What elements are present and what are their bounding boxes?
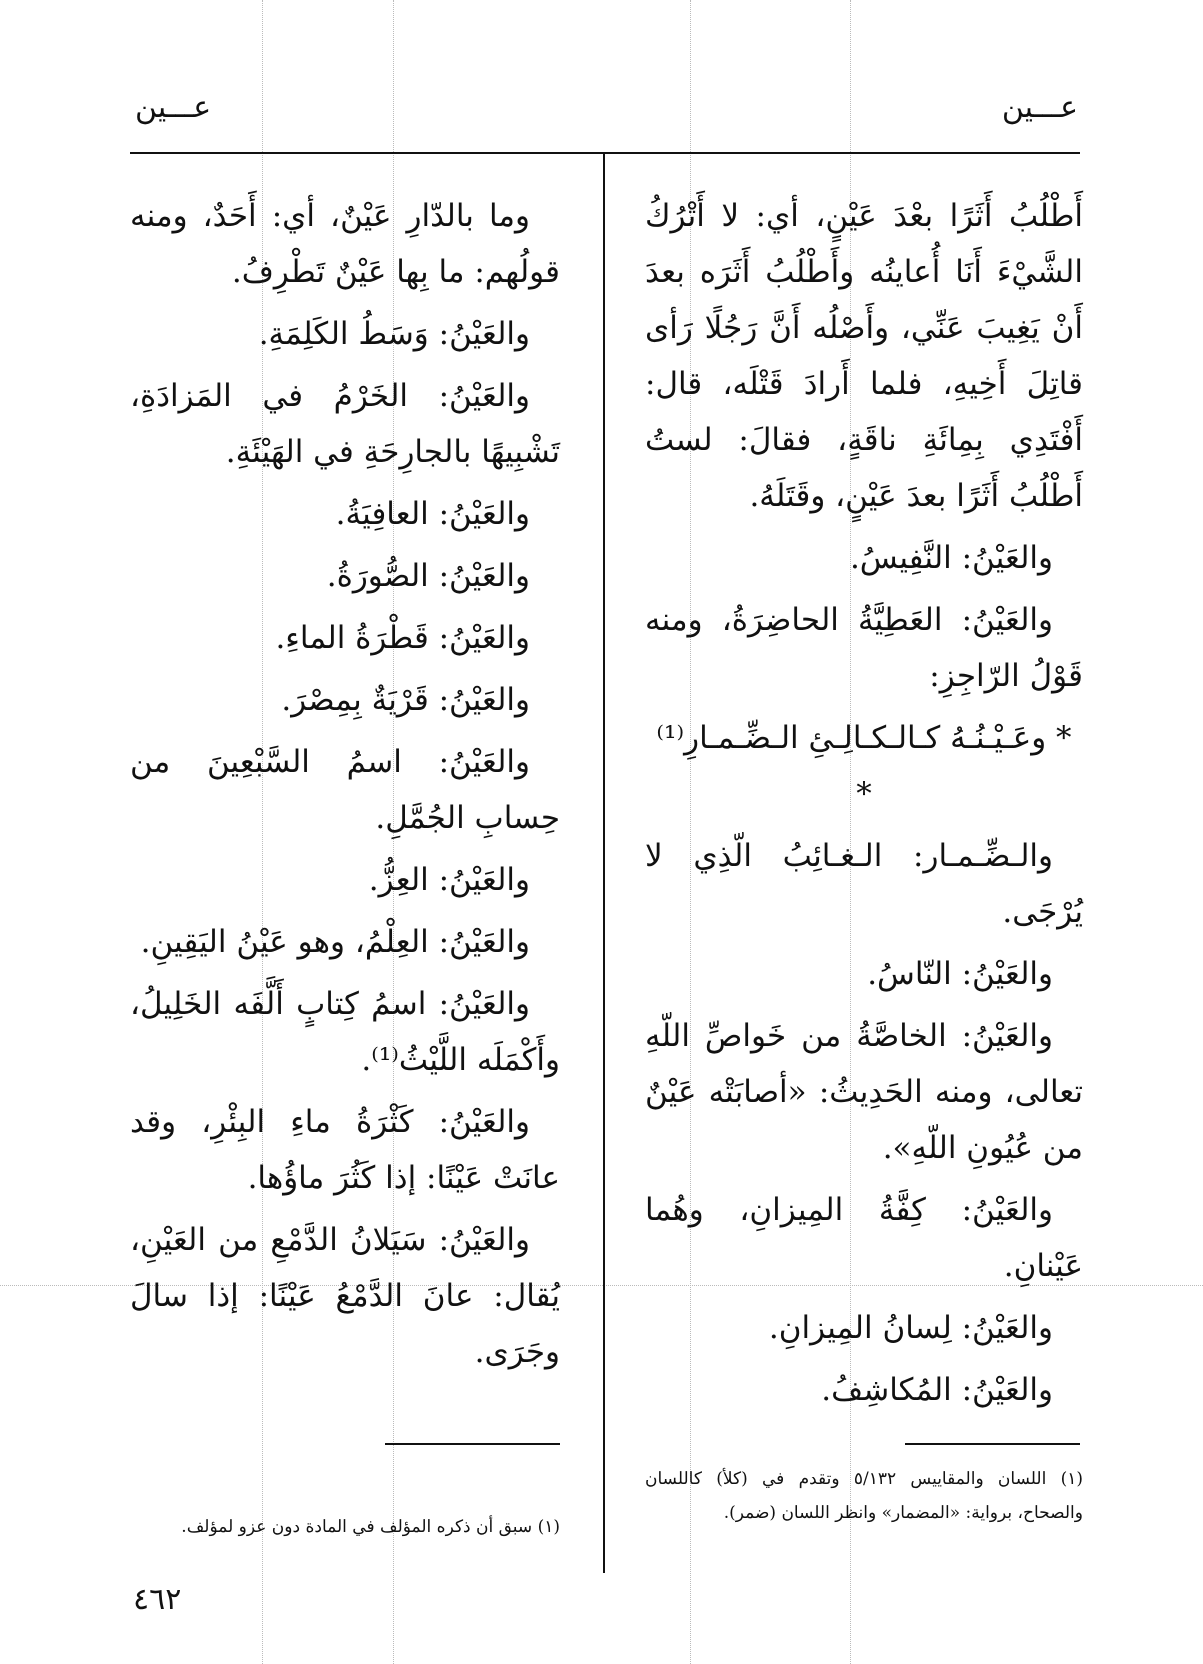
entry-paragraph: وما بالدّارِ عَيْنٌ، أي: أَحَدٌ، ومنه قولُهم: ما بِها عَيْنٌ تَطْرِفُ. — [130, 198, 560, 290]
running-header-left: عـــين — [135, 90, 212, 125]
entry-paragraph: والـضِّـمـار: الـغـائِبُ الّذِي لا يُرْجَى. — [645, 838, 1083, 930]
verse-line: * وعَـيْـنُـهُ كـالـكـالِـئِ الـضِّـمـارِ⁽¹⁾ * — [656, 720, 1072, 812]
header-rule — [130, 152, 1080, 154]
running-header-right: عـــين — [1001, 90, 1078, 125]
entry-paragraph: والعَيْنُ: العافِيَةُ. — [335, 496, 530, 532]
entry-paragraph: والعَيْنُ: النَّفِيسُ. — [849, 540, 1053, 576]
entry-paragraph: والعَيْنُ: وَسَطُ الكَلِمَةِ. — [258, 316, 530, 352]
column-divider — [603, 153, 605, 1573]
footnote-rule-left — [385, 1443, 560, 1445]
entry-paragraph: والعَيْنُ: قَطْرَةُ الماءِ. — [275, 620, 530, 656]
entry-paragraph: والعَيْنُ: العِلْمُ، وهو عَيْنُ اليَقِينِ. — [140, 924, 530, 960]
entry-paragraph: والعَيْنُ: الخَرْمُ في المَزادَةِ، تَشْبِيهًا بالجارِحَةِ في الهَيْئَةِ. — [130, 378, 560, 470]
entry-paragraph: والعَيْنُ: كِفَّةُ المِيزانِ، وهُما عَيْنانِ. — [645, 1192, 1083, 1284]
footnote-right: (١) اللسان والمقاييس ٥/١٣٢ وتقدم في (كلأ) كاللسان والصحاح، برواية: «المضمار» وانظر اللسان (ضمر). — [645, 1469, 1083, 1523]
entry-paragraph: والعَيْنُ: الخاصَّةُ من خَواصِّ اللّهِ تعالى، ومنه الحَدِيثُ: «أصابَتْه عَيْنٌ من عُيُونِ اللّهِ». — [645, 1018, 1083, 1166]
entry-paragraph: والعَيْنُ: العَطِيَّةُ الحاضِرَةُ، ومنه قَوْلُ الرّاجِزِ: — [645, 602, 1083, 694]
entry-paragraph: والعَيْنُ: العِزُّ. — [368, 862, 530, 898]
entry-paragraph: أَطْلُبُ أَثَرًا بعْدَ عَيْنٍ، أي: لا أَتْرُكُ الشَّيْءَ أَنَا أُعاينُه وأَطْلُبُ أَثَرَه بعدَ أَنْ يَغِيبَ عَنِّي، وأَصْلُه أَنَّ رَجُلًا رَأى قاتِلَ أَخِيهِ، فلما أَرادَ قَتْلَه، قال: أَفْتَدِي بِمِائَةِ ناقَةٍ، فقالَ: لستُ أَطْلُبُ أَثَرًا بعدَ عَيْنٍ، وقَتَلَهُ. — [645, 198, 1083, 514]
entry-paragraph: والعَيْنُ: المُكاشِفُ. — [821, 1372, 1053, 1408]
entry-paragraph: والعَيْنُ: لِسانُ المِيزانِ. — [768, 1310, 1053, 1346]
footnote-rule-right — [905, 1443, 1080, 1445]
entry-paragraph: والعَيْنُ: اسمُ السَّبْعِينَ من حِسابِ الجُمَّلِ. — [130, 744, 560, 836]
page-number: ٤٦٢ — [133, 1582, 182, 1617]
right-column — [645, 188, 1083, 1424]
entry-paragraph: والعَيْنُ: سَيَلانُ الدَّمْعِ من العَيْنِ، يُقال: عانَ الدَّمْعُ عَيْنًا: إذا سالَ وجَرَى. — [130, 1222, 560, 1370]
entry-paragraph: والعَيْنُ: الصُّورَةُ. — [326, 558, 530, 594]
entry-paragraph: والعَيْنُ: كَثْرَةُ ماءِ البِئْرِ، وقد عانَتْ عَيْنًا: إذا كَثُرَ ماؤُها. — [130, 1104, 560, 1196]
entry-paragraph: والعَيْنُ: اسمُ كِتابٍ أَلَّفَه الخَلِيلُ، وأَكْمَلَه اللَّيْثُ⁽¹⁾. — [130, 986, 560, 1078]
footnote-left: (١) سبق أن ذكره المؤلف في المادة دون عزو لمؤلف. — [181, 1517, 560, 1537]
entry-paragraph: والعَيْنُ: النّاسُ. — [867, 956, 1053, 992]
left-column — [130, 188, 560, 1386]
entry-paragraph: والعَيْنُ: قَرْيَةٌ بِمِصْرَ. — [281, 682, 530, 718]
